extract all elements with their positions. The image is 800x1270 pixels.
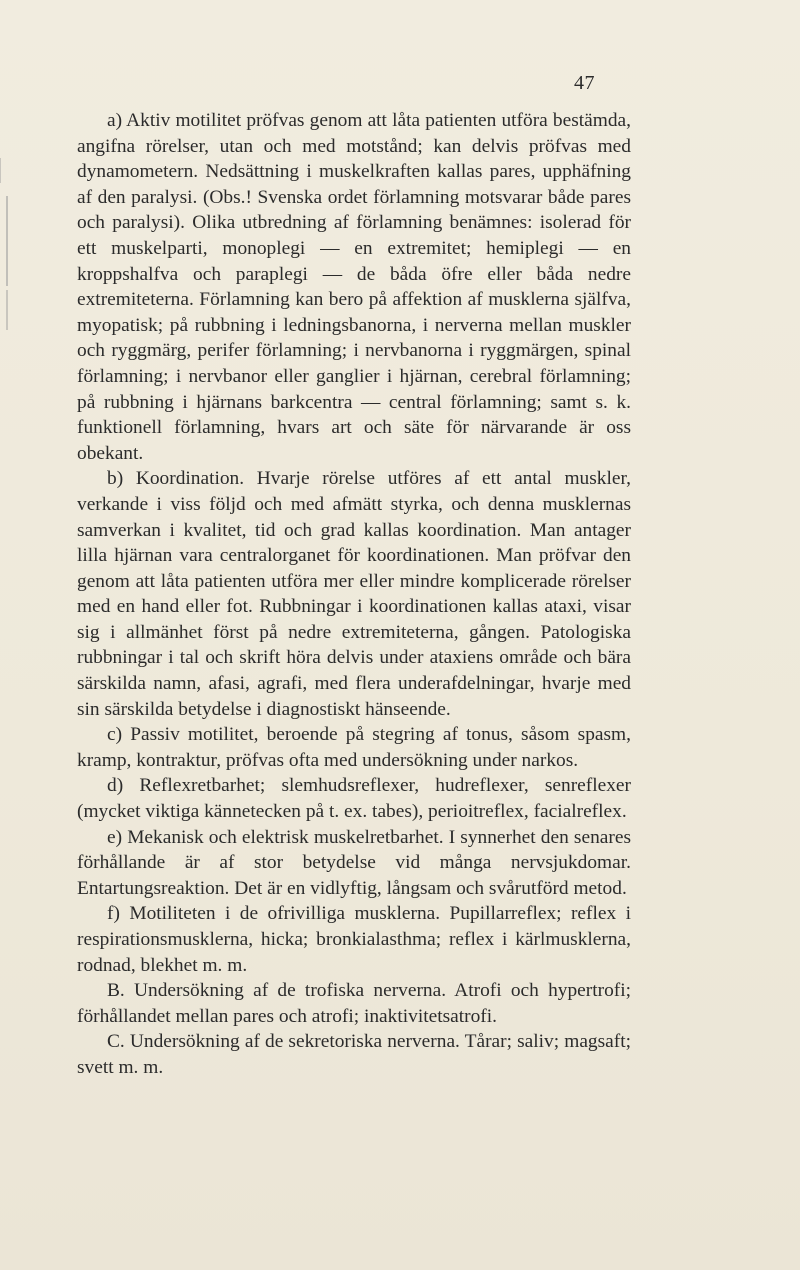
paragraph-d: d) Reflexretbarhet; slemhudsreflexer, hudreflexer, senreflexer (mycket viktiga kännetecken på t. ex. tabes), perioitreflex, facialreflex.	[77, 775, 631, 823]
paragraph-a: a) Aktiv motilitet pröfvas genom att låta patienten utföra bestämda, angifna rörelser, utan och med motstånd; kan delvis pröfvas med dynamometern. Nedsättning i muskelkraften kallas pares, upphäfning af den paralysi. (Obs.! Svenska ordet förlamning motsvarar både pares och paralysi). Olika utbredning af förlamning benämnes: isolerad för ett muskelparti, monoplegi — en extremitet; hemiplegi — en kroppshalfva och paraplegi — de båda öfre eller båda nedre extremiteterna. Förlamning kan bero på affektion af musklerna själfva, myopatisk; på rubbning i ledningsbanorna, i nerverna mellan muskler och ryggmärg, perifer förlamning; i nervbanorna i ryggmärgen, spinal förlamning; i nervbanor eller ganglier i hjärnan, cerebral förlamning; på rubbning i hjärnans barkcentra — central förlamning; samt s. k. funktionell förlamning, hvars art och säte för närvarande är oss obekant.	[77, 110, 631, 464]
margin-mark	[6, 196, 8, 286]
paragraph-C: C. Undersökning af de sekretoriska nerverna. Tårar; saliv; magsaft; svett m. m.	[77, 1031, 631, 1078]
paragraph-f: f) Motiliteten i de ofrivilliga musklerna. Pupillarreflex; reflex i respirationsmusklerna, hicka; bronkialasthma; reflex i kärlmusklerna, rodnad, blekhet m. m.	[77, 903, 631, 976]
margin-mark	[6, 290, 8, 330]
paragraph-b: b) Koordination. Hvarje rörelse utföres af ett antal muskler, verkande i viss följd och med afmätt styrka, och denna musklernas samverkan i kvalitet, tid och grad kallas koordination. Man antager lilla hjärnan vara centralorganet för koordinationen. Man pröfvar den genom att låta patienten utföra mer eller mindre komplicerade rörelser med en hand eller fot. Rubbningar i koordinationen kallas ataxi, visar sig i allmänhet först på nedre extremiteterna, gången. Patologiska rubbningar i tal och skrift höra delvis under ataxiens område och bära särskilda namn, afasi, agrafi, med flera underafdelningar, hvarje med sin särskilda betydelse i diagnostiskt hänseende.	[77, 468, 631, 720]
paragraph-c: c) Passiv motilitet, beroende på stegring af tonus, såsom spasm, kramp, kontraktur, pröfvas ofta med undersökning under narkos.	[77, 724, 631, 771]
body-text	[77, 108, 631, 1081]
page-number: 47	[574, 72, 595, 94]
paragraph-B: B. Undersökning af de trofiska nerverna. Atrofi och hypertrofi; förhållandet mellan pares och atrofi; inaktivitetsatrofi.	[77, 980, 631, 1027]
margin-mark	[0, 158, 1, 183]
paragraph-e: e) Mekanisk och elektrisk muskelretbarhet. I synnerhet den senares förhållande är af stor betydelse vid många nervsjukdomar. Entartungsreaktion. Det är en vidlyftig, långsam och svårutförd metod.	[77, 826, 631, 899]
